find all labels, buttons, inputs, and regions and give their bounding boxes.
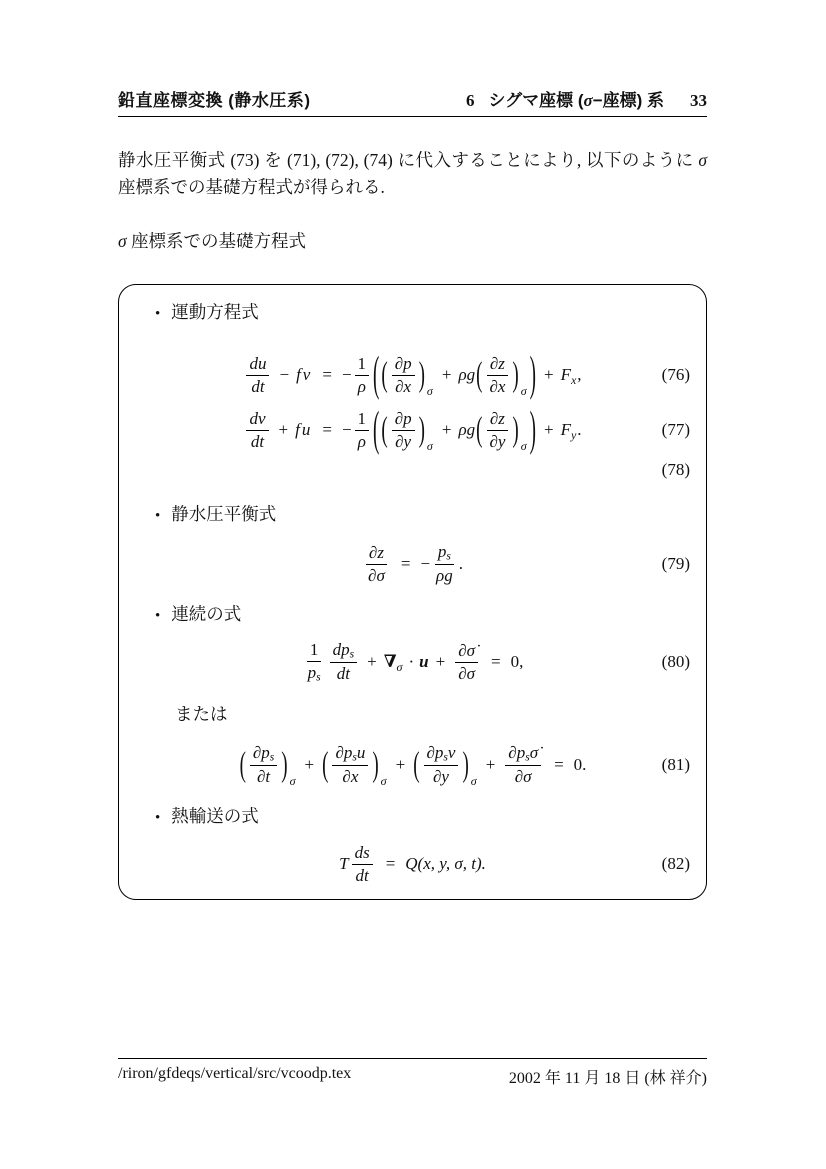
subscript: s xyxy=(349,648,355,661)
fraction-numerator: ∂z xyxy=(487,410,508,431)
subscript: s xyxy=(443,751,448,764)
sigma-subscript: σ xyxy=(426,383,433,398)
plus-operator: + xyxy=(485,755,496,774)
plus-operator: + xyxy=(304,755,315,774)
bullet-icon: • xyxy=(155,608,161,624)
fraction-denominator: ∂σ xyxy=(458,663,475,683)
fraction-denominator: ρ xyxy=(357,431,366,451)
header-chapter-title: 鉛直座標変換 (静水圧系) xyxy=(118,91,311,110)
subscript: s xyxy=(446,550,451,563)
subscript: s xyxy=(316,671,321,684)
minus-operator: − xyxy=(279,365,290,384)
punctuation: . xyxy=(577,420,582,439)
sigma-symbol: σ xyxy=(583,91,593,110)
section-title-text: シグマ座標 ( xyxy=(488,91,584,110)
minus-sign: − xyxy=(341,365,352,384)
equals-sign: = xyxy=(490,652,501,671)
equation-number: (79) xyxy=(661,554,690,573)
right-paren: ) xyxy=(462,745,469,785)
fraction-denominator: ρ xyxy=(357,376,366,396)
left-paren: ( xyxy=(413,745,420,785)
equation-81 xyxy=(119,737,706,793)
nabla-operator: ∇ xyxy=(383,652,397,671)
sigma-symbol: σ xyxy=(698,150,707,170)
left-paren: ( xyxy=(476,410,483,450)
header-rule xyxy=(118,116,707,117)
fraction-numerator xyxy=(332,744,368,767)
fraction-denominator: dt xyxy=(336,664,350,684)
math-fraction xyxy=(332,744,368,786)
bullet-item-motion xyxy=(155,299,706,323)
math-term: p xyxy=(437,541,447,561)
fraction-numerator: ∂p xyxy=(392,355,415,376)
page-number: 33 xyxy=(690,91,707,110)
equation-76 xyxy=(119,347,706,403)
right-paren: ) xyxy=(512,410,519,450)
math-term: dp xyxy=(332,639,350,659)
math-fraction xyxy=(486,410,508,451)
velocity-vector: u xyxy=(419,652,429,671)
math-term: ∂p xyxy=(508,742,526,762)
subscript: x xyxy=(570,372,577,387)
fraction-numerator: 1 xyxy=(307,641,322,662)
subscript: s xyxy=(352,751,357,764)
math-fraction xyxy=(246,410,268,451)
fraction-denominator: ∂y xyxy=(489,431,506,451)
equals-sign: = xyxy=(385,854,396,873)
equals-sign: = xyxy=(554,755,564,774)
sigma-symbol: σ xyxy=(118,231,127,251)
section-title xyxy=(488,86,664,111)
sigma-subscript: σ xyxy=(520,383,527,398)
math-fraction xyxy=(365,544,388,585)
fraction-numerator: 1 xyxy=(355,355,370,376)
equation-number: (77) xyxy=(661,420,690,439)
big-left-paren: ( xyxy=(373,403,380,457)
intro-text-2: 座標系での基礎方程式が得られる. xyxy=(118,177,385,197)
math-term: T xyxy=(339,854,349,873)
equals-sign: = xyxy=(400,554,411,573)
math-fraction xyxy=(392,410,415,451)
fraction-numerator: ∂σ̇ xyxy=(455,642,478,663)
intro-text: 静水圧平衡式 (73) を (71), (72), (74) に代入することにより, 以下のように xyxy=(118,150,699,170)
equation-number: (76) xyxy=(661,365,690,384)
equation-number: (82) xyxy=(661,854,690,873)
math-term: F xyxy=(560,365,571,384)
page-content xyxy=(118,86,707,900)
bullet-icon: • xyxy=(155,810,161,826)
left-paren: ( xyxy=(322,745,329,785)
math-fraction xyxy=(392,355,415,396)
footer-date-author: 2002 年 11 月 18 日 (林 祥介) xyxy=(508,1070,707,1087)
math-term: 0. xyxy=(573,755,587,774)
left-paren: ( xyxy=(381,355,388,395)
bullet-item-hydrostatic xyxy=(155,501,706,525)
right-paren: ) xyxy=(418,355,425,395)
math-term: 0, xyxy=(510,652,524,671)
intro-paragraph xyxy=(118,147,707,201)
fraction-denominator: ∂x xyxy=(342,767,359,787)
right-paren: ) xyxy=(372,745,379,785)
sigma-subscript: σ xyxy=(520,438,527,453)
fraction-numerator: ∂p xyxy=(392,410,415,431)
footer-file-path: /riron/gfdeqs/vertical/src/vcoodp.tex xyxy=(118,1065,352,1082)
math-term: ρg xyxy=(458,420,476,439)
footer-row xyxy=(118,1065,707,1088)
bullet-item-continuity xyxy=(155,601,706,625)
math-term: p xyxy=(307,662,317,682)
math-term: u xyxy=(356,742,366,762)
plus-operator: + xyxy=(441,420,452,439)
header-section xyxy=(466,86,707,111)
bullet-icon: • xyxy=(155,508,161,524)
bullet-icon: • xyxy=(155,306,161,322)
fraction-denominator: dt xyxy=(355,865,369,885)
footer-rule xyxy=(118,1058,707,1059)
subscript: y xyxy=(570,427,577,442)
fraction-denominator: dt xyxy=(251,376,265,396)
big-left-paren: ( xyxy=(373,348,380,402)
math-fraction xyxy=(250,744,277,786)
fraction-denominator: ∂t xyxy=(257,767,271,787)
equals-sign: = xyxy=(322,365,332,384)
punctuation: , xyxy=(577,365,582,384)
fraction-denominator: ∂x xyxy=(395,376,412,396)
minus-sign: − xyxy=(341,420,352,439)
fraction-numerator: ∂z xyxy=(487,355,508,376)
fraction-denominator: ρg xyxy=(436,566,453,586)
fraction-denominator: dt xyxy=(250,431,265,451)
math-term: ∂p xyxy=(252,742,270,762)
math-term: ∂p xyxy=(426,742,444,762)
bullet-label: 運動方程式 xyxy=(171,302,259,322)
plus-operator: + xyxy=(367,652,377,671)
fraction-numerator xyxy=(330,641,357,664)
math-term: F xyxy=(560,420,571,439)
math-fraction xyxy=(455,642,478,683)
equation-number: (80) xyxy=(661,652,690,671)
bullet-label: 連続の式 xyxy=(171,604,242,624)
page-footer xyxy=(118,1058,707,1088)
equation-number: (81) xyxy=(661,755,690,774)
math-fraction xyxy=(355,355,370,396)
fraction-numerator: dv xyxy=(246,410,268,431)
fraction-numerator xyxy=(505,744,541,767)
left-paren: ( xyxy=(381,410,388,450)
sigma-subscript: σ xyxy=(289,773,296,788)
equation-80 xyxy=(119,635,706,689)
math-term: fu xyxy=(295,420,313,439)
plus-operator: + xyxy=(395,755,406,774)
fraction-numerator xyxy=(424,744,459,767)
plus-operator: + xyxy=(278,420,289,439)
bullet-label: 熱輸送の式 xyxy=(171,806,259,826)
fraction-denominator xyxy=(305,662,324,684)
math-term: fv xyxy=(296,365,313,384)
fraction-numerator xyxy=(250,744,277,767)
math-term: v xyxy=(447,742,456,762)
right-paren: ) xyxy=(512,355,519,395)
plus-operator: + xyxy=(543,365,554,384)
subheading-text: 座標系での基礎方程式 xyxy=(126,231,307,251)
equation-78 xyxy=(119,457,706,483)
right-paren: ) xyxy=(281,745,288,785)
left-paren: ( xyxy=(476,355,483,395)
sigma-subscript: σ xyxy=(426,438,433,453)
plus-operator: + xyxy=(435,652,446,671)
math-term: σ̇ xyxy=(529,742,539,762)
subheading xyxy=(118,228,707,253)
punctuation: . xyxy=(458,554,463,573)
fraction-denominator: ∂y xyxy=(433,767,449,787)
fraction-numerator: ∂z xyxy=(366,544,387,565)
fraction-numerator: ds xyxy=(352,844,373,865)
math-fraction xyxy=(352,844,373,885)
math-term: Q(x, y, σ, t). xyxy=(405,854,486,873)
math-term: ρg xyxy=(458,365,476,384)
left-paren: ( xyxy=(239,745,246,785)
section-title-text-2: −座標) 系 xyxy=(592,91,664,110)
bullet-label: 静水圧平衡式 xyxy=(171,504,277,524)
sigma-subscript: σ xyxy=(470,773,477,788)
big-right-paren: ) xyxy=(529,348,536,402)
equation-79 xyxy=(119,539,706,589)
math-term: ∂p xyxy=(335,742,353,762)
math-fraction xyxy=(355,410,370,451)
fraction-numerator: du xyxy=(246,355,269,376)
right-paren: ) xyxy=(418,410,425,450)
math-fraction xyxy=(505,744,541,786)
equals-sign: = xyxy=(322,420,332,439)
page-header xyxy=(118,86,707,111)
dot-operator: · xyxy=(408,652,415,671)
sigma-subscript: σ xyxy=(396,659,403,674)
fraction-denominator: ∂σ xyxy=(368,565,385,585)
fraction-denominator: ∂y xyxy=(395,431,412,451)
math-fraction xyxy=(486,355,508,396)
bullet-item-heat xyxy=(155,803,706,827)
equation-82 xyxy=(119,839,706,889)
fraction-numerator: 1 xyxy=(355,410,370,431)
subscript: s xyxy=(525,751,530,764)
math-fraction xyxy=(305,641,324,683)
fraction-denominator: ∂σ xyxy=(514,767,532,787)
fraction-numerator xyxy=(435,543,454,566)
math-fraction xyxy=(433,543,456,585)
math-fraction xyxy=(246,355,269,396)
subscript: s xyxy=(269,751,275,764)
big-right-paren: ) xyxy=(529,403,536,457)
math-fraction xyxy=(330,641,357,683)
math-fraction xyxy=(424,744,459,786)
equation-number: (78) xyxy=(661,460,690,479)
fraction-denominator: ∂x xyxy=(489,376,506,396)
sigma-subscript: σ xyxy=(380,773,387,788)
equation-77 xyxy=(119,403,706,457)
section-number: 6 xyxy=(465,91,475,110)
equation-box xyxy=(118,284,707,900)
plus-operator: + xyxy=(441,365,452,384)
plus-operator: + xyxy=(543,420,554,439)
or-text: または xyxy=(175,704,228,724)
minus-sign: − xyxy=(420,554,431,573)
